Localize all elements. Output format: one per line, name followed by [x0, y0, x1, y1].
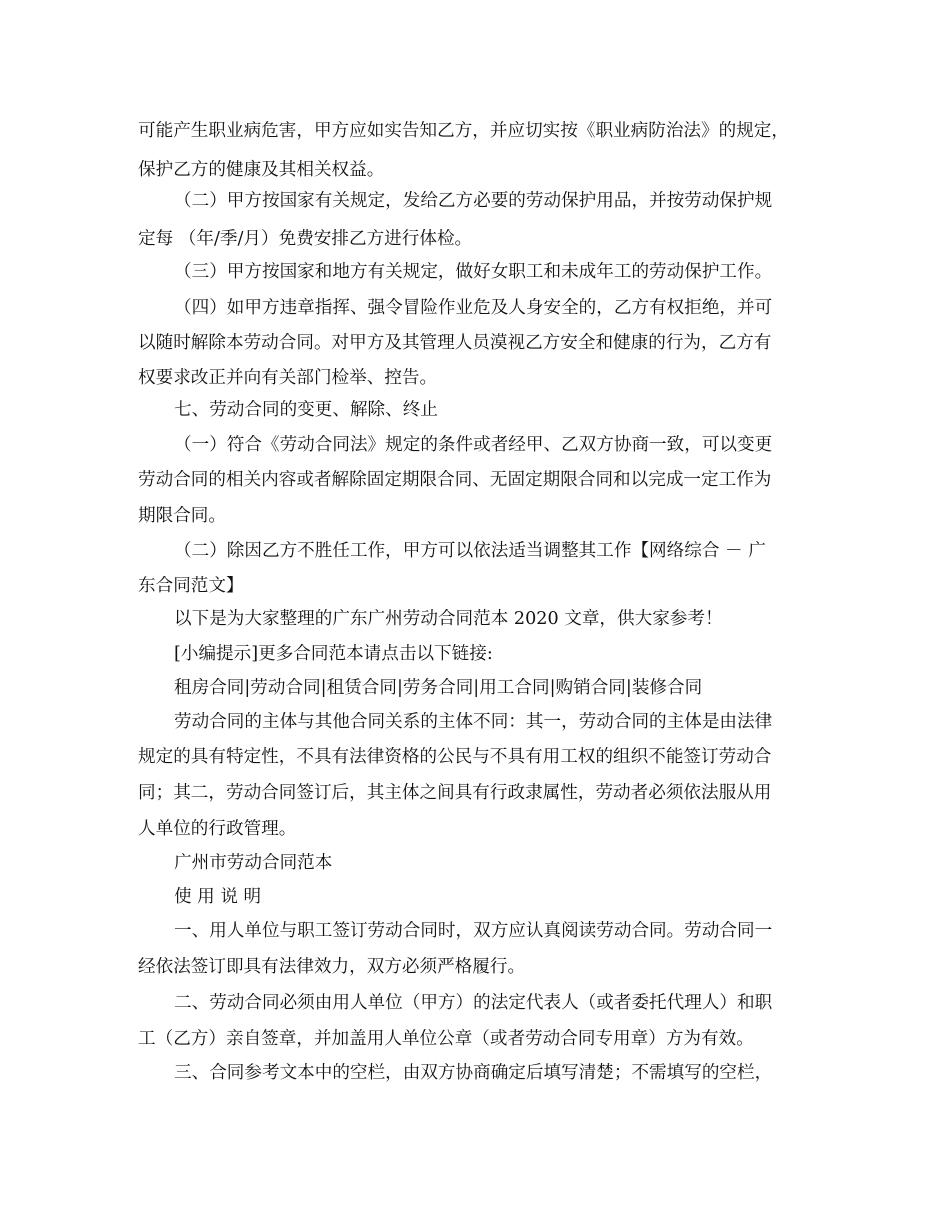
- text-line: 可能产生职业病危害，甲方应如实告知乙方，并应切实按《职业病防治法》的规定，: [138, 121, 789, 141]
- text-line: 劳动合同的相关内容或者解除固定期限合同、无固定期限合同和以完成一定工作为: [138, 470, 772, 490]
- text-line: 工（乙方）亲自签章，并加盖用人单位公章（或者劳动合同专用章）方为有效。: [138, 1029, 754, 1049]
- text-line: 经依法签订即具有法律效力，双方必须严格履行。: [138, 957, 526, 977]
- text-line: （二）除因乙方不胜任工作，甲方可以依法适当调整其工作【网络综合 － 广: [174, 541, 766, 561]
- text-line: （四）如甲方违章指挥、强令冒险作业危及人身安全的，乙方有权拒绝，并可: [174, 298, 773, 318]
- document-title: 广州市劳动合同范本: [174, 853, 333, 873]
- text-line: 一、用人单位与职工签订劳动合同时，双方应认真阅读劳动合同。劳动合同一: [174, 921, 773, 941]
- link-list[interactable]: 租房合同|劳动合同|租赁合同|劳务合同|用工合同|购销合同|装修合同: [174, 678, 703, 698]
- text-line: 东合同范文】: [138, 576, 244, 596]
- text-line: 权要求改正并向有关部门检举、控告。: [138, 368, 438, 388]
- text-line: 以下是为大家整理的广东广州劳动合同范本 2020 文章，供大家参考！: [174, 609, 723, 629]
- text-line: 以随时解除本劳动合同。对甲方及其管理人员漠视乙方安全和健康的行为，乙方有: [138, 333, 772, 353]
- text-line: （二）甲方按国家有关规定，发给乙方必要的劳动保护用品，并按劳动保护规: [174, 191, 773, 211]
- text-line: 三、合同参考文本中的空栏，由双方协商确定后填写清楚；不需填写的空栏，: [174, 1063, 773, 1083]
- text-line: （三）甲方按国家和地方有关规定，做好女职工和未成年工的劳动保护工作。: [174, 262, 773, 282]
- text-line: 同；其二，劳动合同签订后，其主体之间具有行政隶属性，劳动者必须依法服从用: [138, 783, 772, 803]
- text-line: 规定的具有特定性，不具有法律资格的公民与不具有用工权的组织不能签订劳动合: [138, 747, 772, 767]
- text-line: 二、劳动合同必须由用人单位（甲方）的法定代表人（或者委托代理人）和职: [174, 993, 773, 1013]
- section-heading: 七、劳动合同的变更、解除、终止: [174, 400, 438, 420]
- text-line: 期限合同。: [138, 506, 226, 526]
- text-line: （一）符合《劳动合同法》规定的条件或者经甲、乙双方协商一致，可以变更: [174, 435, 773, 455]
- text-line: 人单位的行政管理。: [138, 819, 297, 839]
- text-line: 定每 （年/季/月）免费安排乙方进行体检。: [138, 229, 473, 249]
- section-heading: 使 用 说 明: [174, 887, 262, 907]
- text-line: 保护乙方的健康及其相关权益。: [138, 160, 385, 180]
- text-line: [小编提示]更多合同范本请点击以下链接:: [174, 644, 493, 664]
- text-line: 劳动合同的主体与其他合同关系的主体不同：其一，劳动合同的主体是由法律: [174, 712, 773, 732]
